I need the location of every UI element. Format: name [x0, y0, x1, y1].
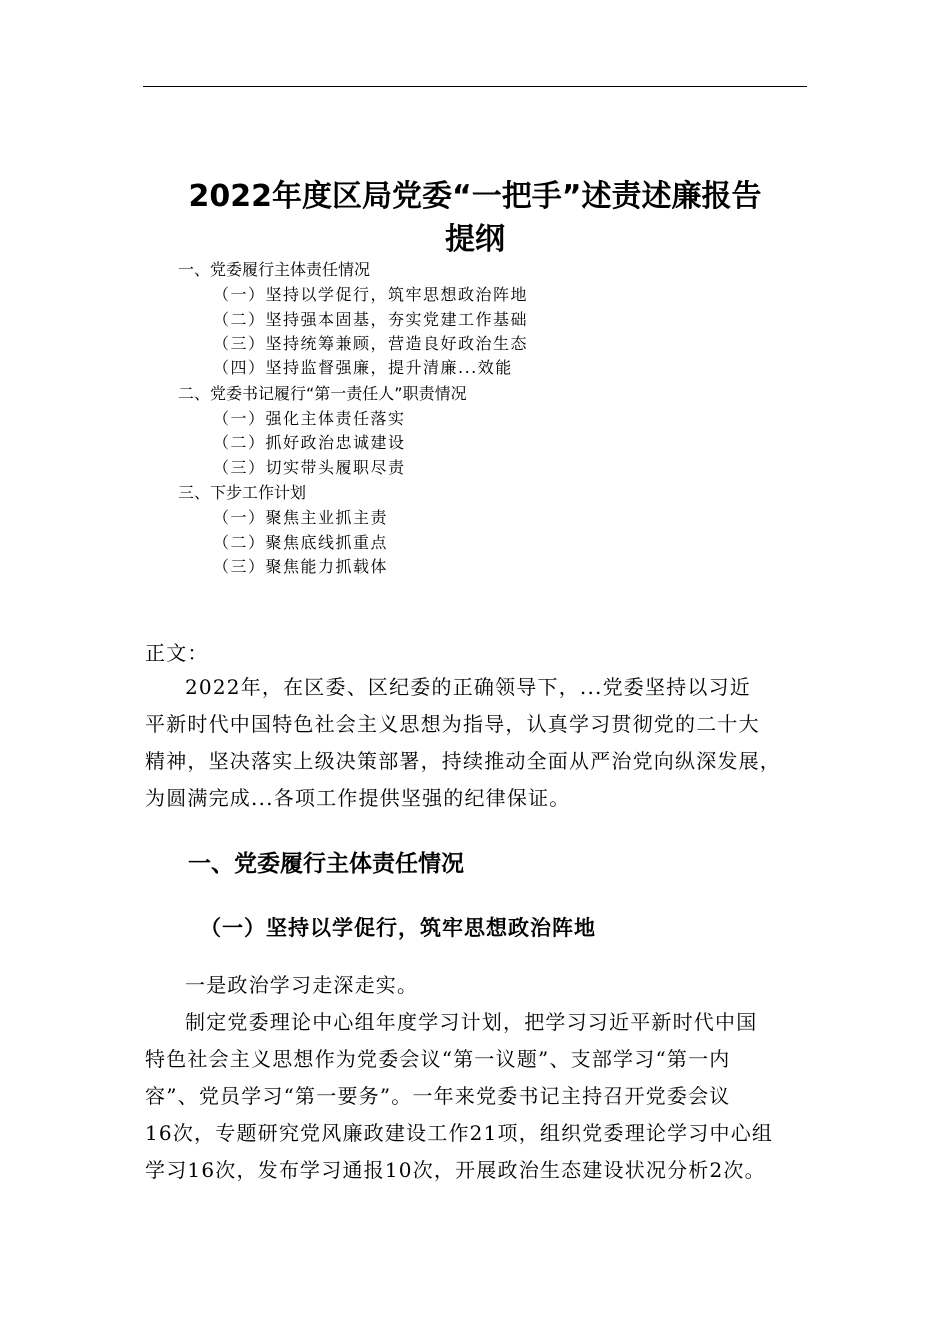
outline-item: （一）聚焦主业抓主责	[213, 508, 389, 527]
outline-item: （二）抓好政治忠诚建设	[213, 433, 406, 452]
point-title: 一是政治学习走深走实。	[185, 973, 419, 997]
point-paragraph	[145, 967, 813, 1189]
section-heading: 一、党委履行主体责任情况	[188, 851, 464, 877]
header-rule	[143, 86, 807, 87]
document-title: 2022年度区局党委“一把手”述责述廉报告	[188, 179, 762, 214]
paragraph-line: 特色社会主义思想作为党委会议“第一议题”、支部学习“第一内	[145, 1047, 731, 1071]
paragraph-line: 容”、党员学习“第一要务”。一年来党委书记主持召开党委会议	[145, 1084, 731, 1108]
outline-item: （三）坚持统筹兼顾，营造良好政治生态	[213, 334, 529, 353]
paragraph-line: 制定党委理论中心组年度学习计划，把学习习近平新时代中国	[185, 1010, 758, 1034]
paragraph-line: 学习16次，发布学习通报10次，开展政治生态建设状况分析2次。	[145, 1158, 766, 1182]
outline-item: 三、下步工作计划	[178, 483, 307, 502]
outline-item: （三）聚焦能力抓载体	[213, 557, 389, 576]
outline-item: （二）坚持强本固基，夯实党建工作基础	[213, 310, 529, 329]
document-title-line2: 提纲	[445, 222, 505, 257]
outline-item: 二、党委书记履行“第一责任人”职责情况	[178, 384, 467, 403]
outline-item: （三）切实带头履职尽责	[213, 458, 406, 477]
body-label: 正文：	[145, 641, 209, 665]
paragraph-line: 2022年，在区委、区纪委的正确领导下，...党委坚持以习近	[185, 675, 751, 699]
paragraph-line: 为圆满完成...各项工作提供坚强的纪律保证。	[145, 786, 571, 810]
outline-item: （四）坚持监督强廉，提升清廉...效能	[213, 358, 513, 377]
outline-item: （一）强化主体责任落实	[213, 409, 406, 428]
outline-item: 一、党委履行主体责任情况	[178, 260, 371, 279]
paragraph-line: 精神，坚决落实上级决策部署，持续推动全面从严治党向纵深发展，	[145, 749, 781, 773]
subsection-heading: （一）坚持以学促行，筑牢思想政治阵地	[200, 915, 596, 940]
outline-item: （一）坚持以学促行，筑牢思想政治阵地	[213, 285, 529, 304]
paragraph-line: 平新时代中国特色社会主义思想为指导，认真学习贯彻党的二十大	[145, 712, 760, 736]
intro-paragraph	[145, 669, 813, 817]
paragraph-line: 16次，专题研究党风廉政建设工作21项，组织党委理论学习中心组	[145, 1121, 774, 1145]
outline-item: （二）聚焦底线抓重点	[213, 533, 389, 552]
